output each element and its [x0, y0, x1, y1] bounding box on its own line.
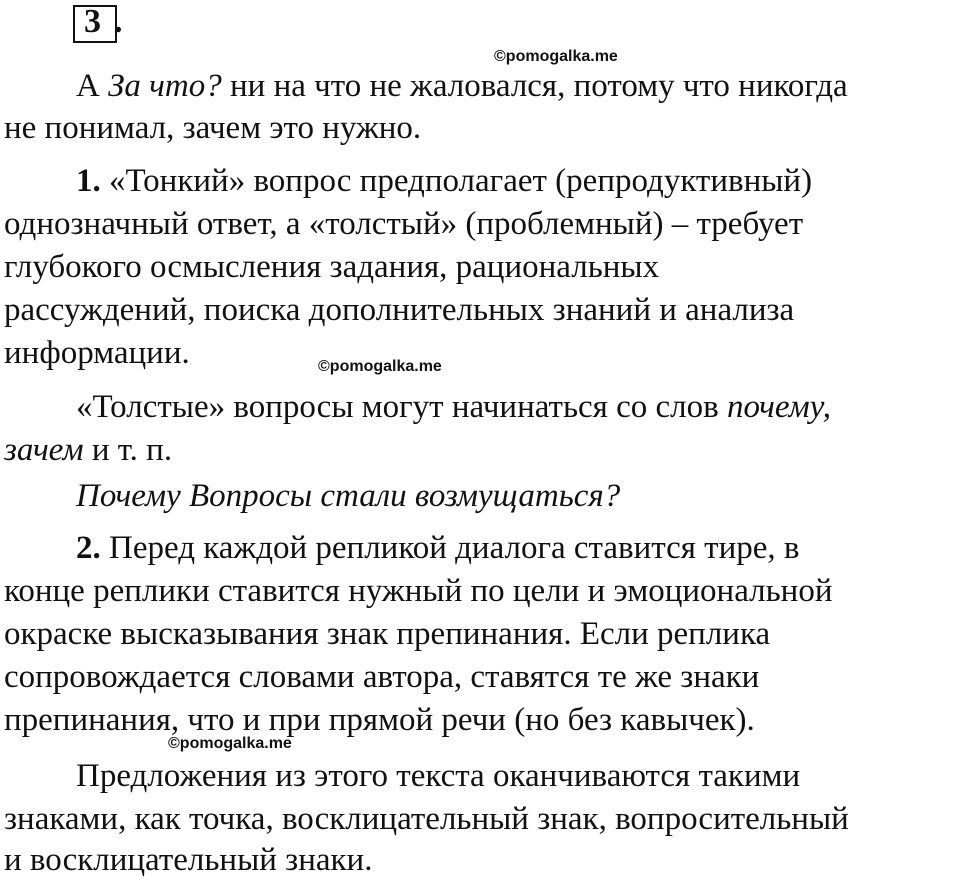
paragraph-4-question: Почему Вопросы стали возмущаться? [76, 478, 621, 514]
watermark: ©pomogalka.me [494, 48, 618, 65]
paragraph-5-line-3: окраске высказывания знак препинания. Если реплика [4, 616, 771, 652]
paragraph-2-line-2: однозначный ответ, а «толстый» (проблемный) – требует [4, 206, 804, 242]
task-number: 3 [84, 3, 101, 40]
paragraph-2-line-4: рассуждений, поиска дополнительных знаний и анализа [4, 292, 795, 328]
text-span: «Толстые» вопросы могут начинаться со слов [76, 389, 727, 425]
paragraph-5-line-2: конце реплики ставится нужный по цели и эмоциональной [4, 573, 833, 609]
paragraph-3-line-2 [4, 430, 172, 470]
paragraph-2-line-3: глубокого осмысления задания, рациональных [4, 249, 660, 285]
paragraph-6-line-3: и восклицательный знаки. [4, 842, 373, 878]
text-span: А [76, 68, 109, 104]
text-span: и т. п. [83, 432, 173, 468]
paragraph-1-line-2: не понимал, зачем это нужно. [4, 110, 422, 146]
paragraph-3-line-1 [76, 387, 831, 427]
italic-span: зачем [4, 432, 84, 468]
paragraph-6-line-1: Предложения из этого текста оканчиваются такими [76, 758, 801, 794]
text-span: Перед каждой репликой диалога ставится тире, в [100, 530, 800, 566]
italic-span: За что? [108, 68, 222, 104]
text-span: «Тонкий» вопрос предполагает (репродуктивный) [100, 163, 813, 199]
paragraph-5-line-4: сопровождается словами автора, ставятся те же знаки [4, 659, 760, 695]
task-number-dot: . [114, 3, 123, 40]
item-number: 2. [76, 530, 101, 566]
watermark: ©pomogalka.me [168, 735, 292, 752]
paragraph-5-line-5: препинания, что и при прямой речи (но без кавычек). [4, 702, 755, 738]
paragraph-5-line-1 [76, 528, 799, 568]
paragraph-6-line-2: знаками, как точка, восклицательный знак, вопросительный [4, 801, 849, 837]
watermark: ©pomogalka.me [318, 358, 442, 375]
italic-span: почему, [726, 389, 831, 425]
paragraph-1-line-1 [76, 66, 848, 106]
paragraph-2-line-1 [76, 161, 812, 201]
paragraph-2-line-5: информации. [4, 335, 190, 371]
text-span: ни на что не жаловался, потому что никогда [221, 68, 848, 104]
item-number: 1. [76, 163, 101, 199]
